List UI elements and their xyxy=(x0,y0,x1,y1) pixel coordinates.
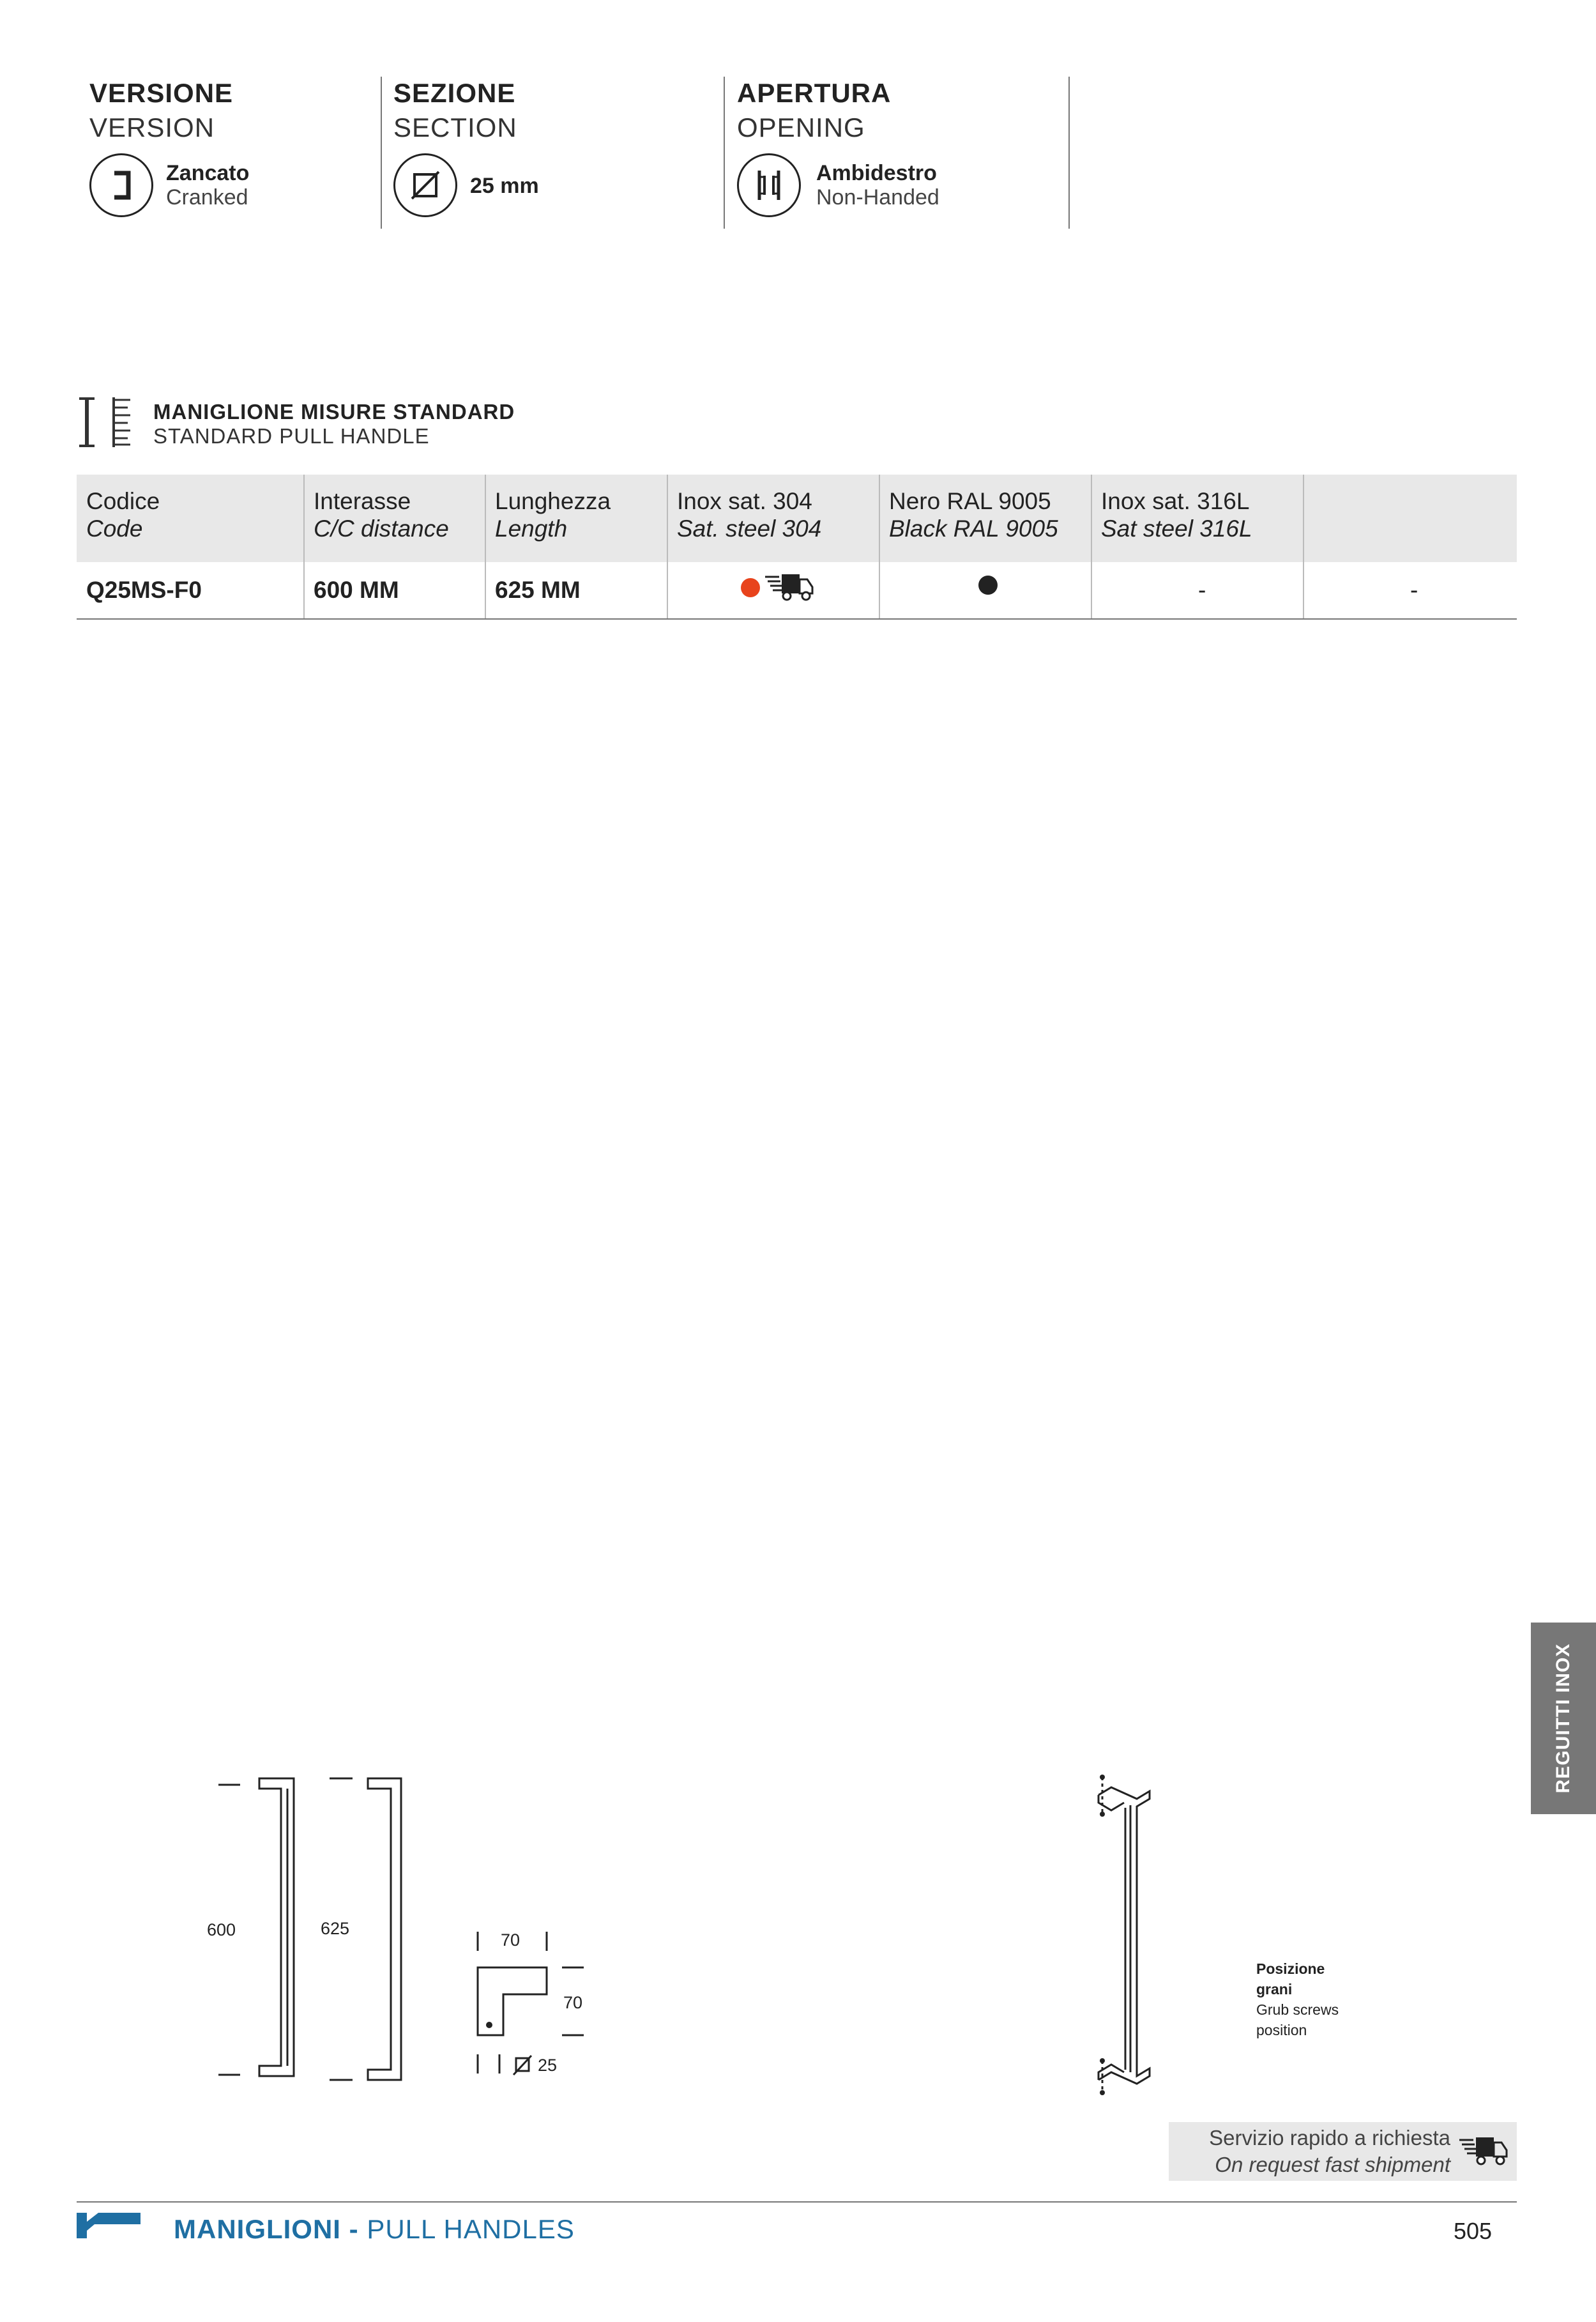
column-header-length: Lunghezza Length xyxy=(495,488,611,542)
row-divider xyxy=(77,618,1517,620)
fast-shipment-truck-icon xyxy=(764,572,815,607)
dimension-600: 600 xyxy=(207,1920,236,1939)
brand-logo xyxy=(77,2213,141,2238)
footer-category-en: PULL HANDLES xyxy=(367,2214,575,2244)
fast-shipment-truck-icon xyxy=(1458,2135,1509,2171)
available-dot xyxy=(741,578,760,597)
version-value-en: Cranked xyxy=(166,185,248,210)
cell-code: Q25MS-F0 xyxy=(86,577,202,603)
square-section-icon xyxy=(393,153,457,217)
grub-screws-drawing xyxy=(1086,1769,1162,2102)
non-handed-icon xyxy=(737,153,801,217)
version-value-it: Zancato xyxy=(166,161,250,185)
column-header-steel-304: Inox sat. 304 Sat. steel 304 xyxy=(677,488,822,542)
fast-shipment-en: On request fast shipment xyxy=(1215,2153,1450,2176)
grub-caption-en-1: Grub screws xyxy=(1256,2001,1339,2018)
column-divider xyxy=(1091,475,1092,618)
cell-length: 625 MM xyxy=(495,577,581,603)
cell-distance: 600 MM xyxy=(314,577,399,603)
dimension-625: 625 xyxy=(321,1919,350,1938)
fast-shipment-it: Servizio rapido a richiesta xyxy=(1209,2126,1450,2150)
fast-shipment-box xyxy=(1169,2122,1517,2181)
column-header-black: Nero RAL 9005 Black RAL 9005 xyxy=(889,488,1058,542)
column-header-steel-316: Inox sat. 316L Sat steel 316L xyxy=(1101,488,1252,542)
grub-caption-it-2: grani xyxy=(1256,1981,1293,1997)
footer-category xyxy=(174,2214,575,2245)
cranked-icon xyxy=(89,153,153,217)
version-subtitle: VERSION xyxy=(89,112,215,142)
cell-empty-column: - xyxy=(1410,577,1418,603)
side-tab[interactable] xyxy=(1531,1623,1596,1814)
grub-caption-it-1: Posizione xyxy=(1256,1960,1325,1977)
column-divider xyxy=(879,475,880,618)
page-number: 505 xyxy=(1454,2218,1493,2244)
dimension-70-top: 70 xyxy=(501,1930,521,1950)
section-subtitle: SECTION xyxy=(393,112,517,142)
column-divider xyxy=(1303,475,1304,618)
column-divider xyxy=(303,475,305,618)
header-divider xyxy=(381,77,382,229)
column-divider xyxy=(485,475,486,618)
technical-drawing xyxy=(204,1763,600,2095)
grub-caption-en-2: position xyxy=(1256,2022,1307,2038)
footer-category-it: MANIGLIONI - xyxy=(174,2214,359,2244)
opening-value-en: Non-Handed xyxy=(816,185,939,210)
column-divider xyxy=(667,475,668,618)
column-header-code: Codice Code xyxy=(86,488,160,542)
opening-subtitle: OPENING xyxy=(737,112,865,142)
table-section-subtitle: STANDARD PULL HANDLE xyxy=(153,424,430,448)
footer-divider xyxy=(77,2201,1517,2203)
available-dot-black xyxy=(978,576,998,595)
opening-value-it: Ambidestro xyxy=(816,161,937,185)
section-value: 25 mm xyxy=(470,174,539,198)
grub-screws-caption xyxy=(1256,1959,1339,2040)
side-tab-label: REGUITTI INOX xyxy=(1553,1643,1574,1794)
section-title: SEZIONE xyxy=(393,78,516,108)
column-header-distance: Interasse C/C distance xyxy=(314,488,449,542)
dimension-70-side: 70 xyxy=(563,1993,583,2012)
header-divider xyxy=(1068,77,1070,229)
cell-steel-316: - xyxy=(1198,577,1206,603)
opening-title: APERTURA xyxy=(737,78,892,108)
dimension-section-25: 25 xyxy=(538,2056,558,2075)
version-title: VERSIONE xyxy=(89,78,234,108)
header-divider xyxy=(724,77,725,229)
table-section-title: MANIGLIONE MISURE STANDARD xyxy=(153,400,515,424)
pull-handle-icon xyxy=(77,396,134,448)
